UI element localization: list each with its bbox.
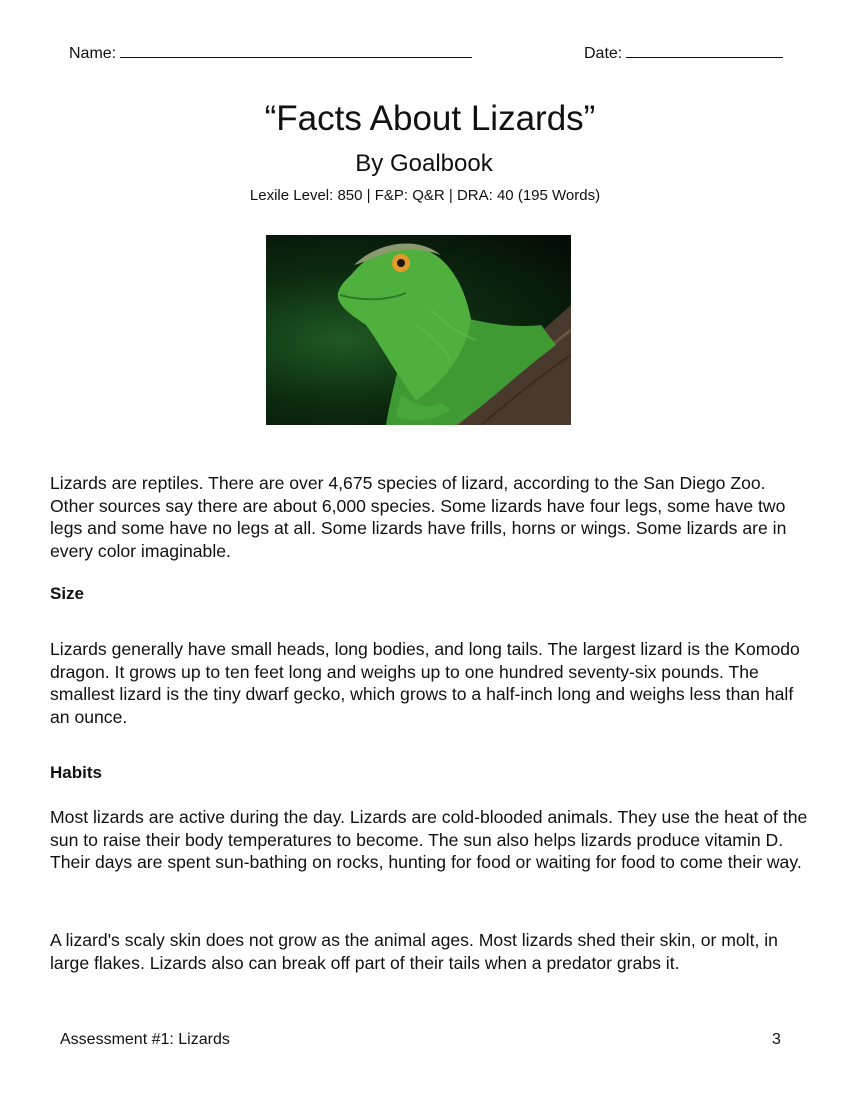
byline: By Goalbook [355, 150, 493, 177]
name-field[interactable] [69, 43, 472, 63]
lizard-illustration [266, 235, 571, 425]
footer-assessment-label: Assessment #1: Lizards [60, 1031, 230, 1048]
name-blank-line[interactable] [120, 43, 472, 58]
intro-paragraph: Lizards are reptiles. There are over 4,675 species of lizard, according to the San Diego Zoo. Other sources say there are about 6,000 species. Some lizards have four legs, some have two legs and some have no legs at all. Some lizards have frills, horns or wings. Some lizards are in every color imaginable. [50, 473, 787, 561]
date-blank-line[interactable] [626, 43, 783, 58]
name-label: Name: [69, 45, 117, 62]
lizard-photo [266, 235, 571, 425]
reading-levels: Lexile Level: 850 | F&P: Q&R | DRA: 40 (195 Words) [249, 187, 601, 204]
skin-paragraph: A lizard's scaly skin does not grow as the animal ages. Most lizards shed their skin, or molt, in large flakes. Lizards also can break off part of their tails when a predator grabs it. [50, 930, 778, 973]
page-title: “Facts About Lizards” [264, 99, 596, 138]
habits-paragraph: Most lizards are active during the day. Lizards are cold-blooded animals. They use the heat of the sun to raise their body temperatures to become. The sun also helps lizards produce vitamin D. Their days are spent sun-bathing on rocks, hunting for food or waiting for food to come their way. [50, 807, 808, 872]
date-field[interactable] [584, 43, 783, 63]
date-label: Date: [584, 45, 623, 62]
size-paragraph: Lizards generally have small heads, long bodies, and long tails. The largest lizard is the Komodo dragon. It grows up to ten feet long and weighs up to one hundred seventy-six pounds. The smallest lizard is the tiny dwarf gecko, which grows to a half-inch long and weighs less than half an ounce. [50, 639, 800, 727]
habits-heading: Habits [50, 763, 102, 782]
size-heading: Size [50, 584, 85, 603]
page-number: 3 [772, 1031, 781, 1048]
